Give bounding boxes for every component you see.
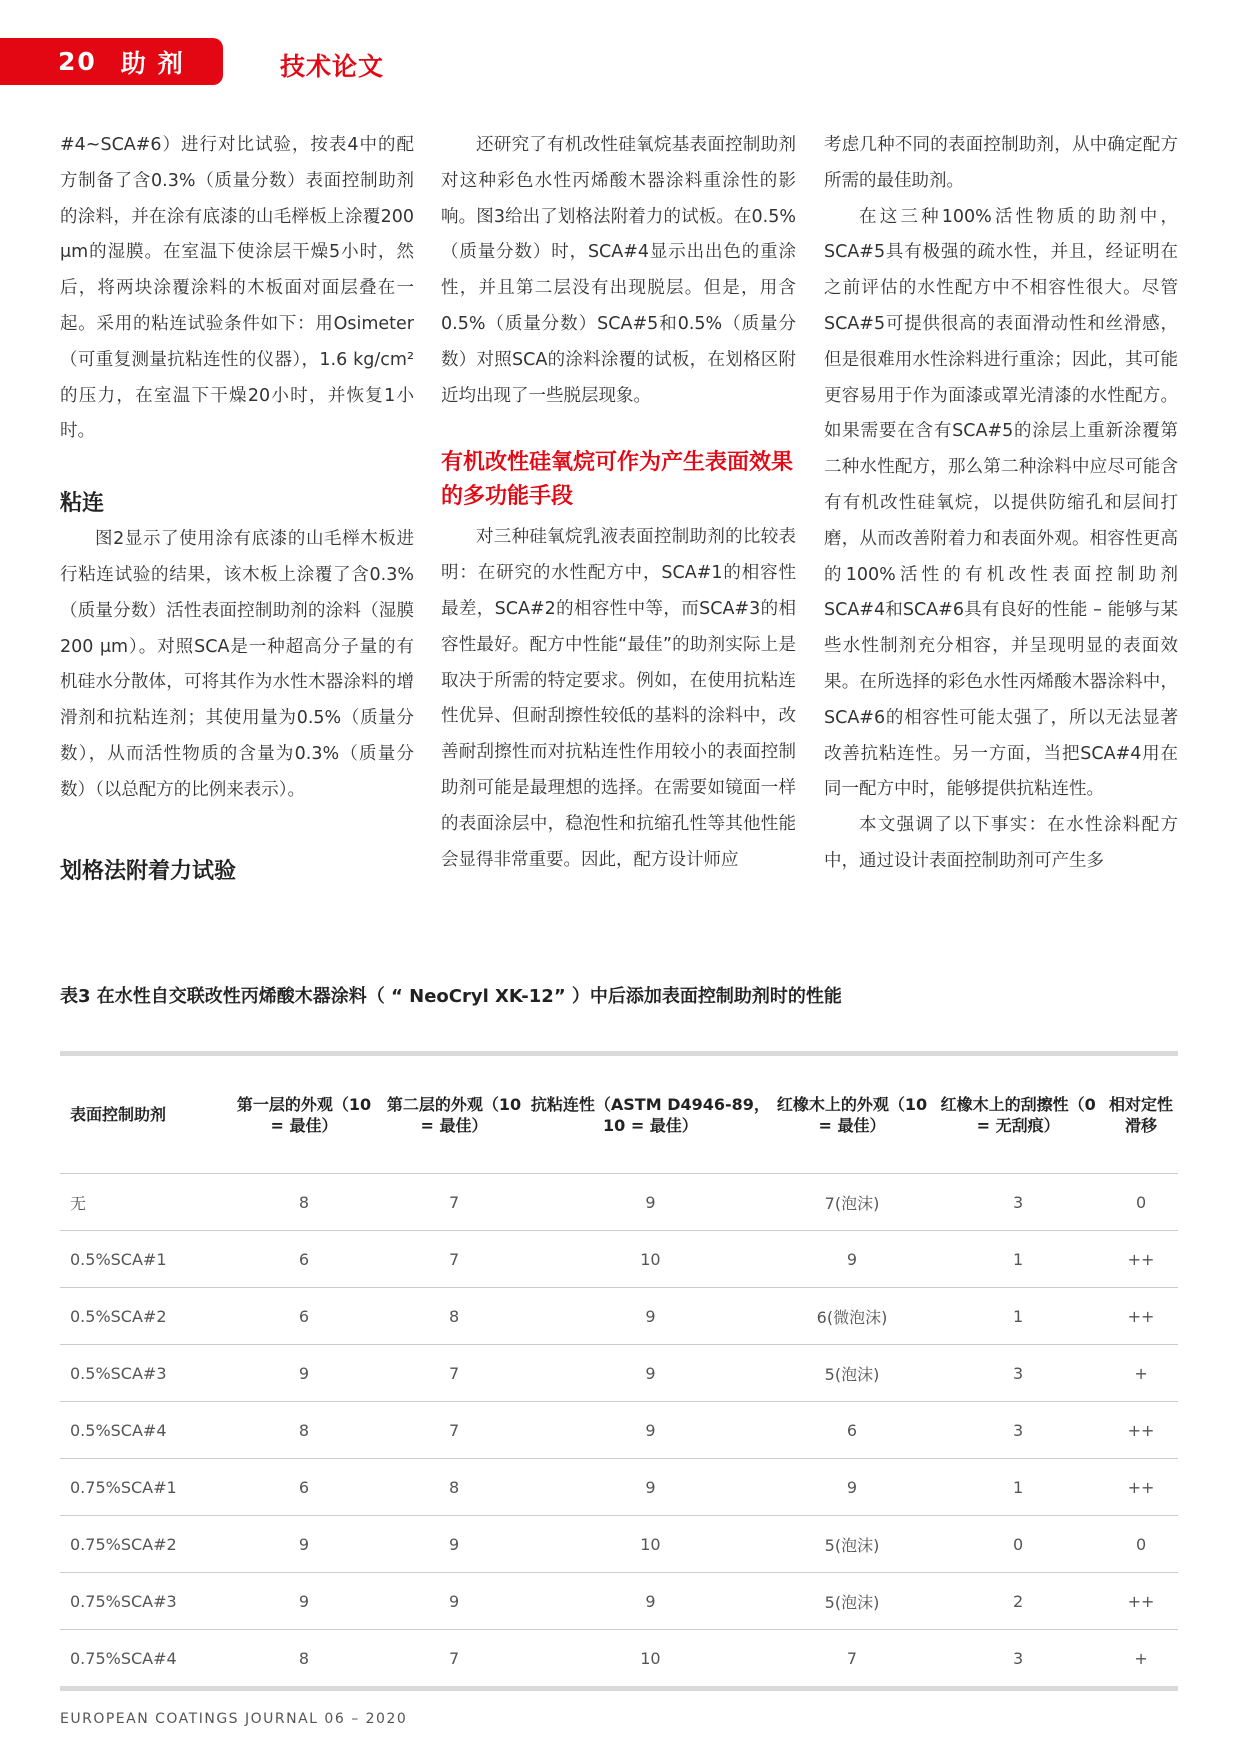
table-cell: 9: [529, 1288, 772, 1345]
section-label: 技术论文: [280, 52, 385, 81]
table-cell: 5(泡沫): [772, 1573, 932, 1630]
table-row: [60, 1573, 1178, 1630]
table-cell: ++: [1104, 1459, 1178, 1516]
table-cell: 0: [932, 1516, 1104, 1573]
table-cell: 7: [379, 1231, 529, 1288]
table-row: [60, 1459, 1178, 1516]
table-cell: 9: [229, 1516, 379, 1573]
table-header-row: [60, 1054, 1178, 1174]
heading-multifunctional: 有机改性硅氧烷可作为产生表面效果的多功能手段: [441, 450, 794, 510]
table-cell: 0.75%SCA#4: [60, 1630, 229, 1689]
table-cell: 3: [932, 1402, 1104, 1459]
table-cell: 无: [60, 1174, 229, 1231]
table-cell: 2: [932, 1573, 1104, 1630]
table-cell: ++: [1104, 1402, 1178, 1459]
table-cell: 10: [529, 1516, 772, 1573]
table-cell: 6: [229, 1231, 379, 1288]
table-cell: 9: [529, 1402, 772, 1459]
table-cell: 7: [379, 1402, 529, 1459]
table-cell: 9: [379, 1573, 529, 1630]
table-cell: 0.75%SCA#2: [60, 1516, 229, 1573]
table-cell: 7: [379, 1345, 529, 1402]
paragraph: 图2显示了使用涂有底漆的山毛榉木板进行粘连试验的结果，该木板上涂覆了含0.3%（质量分数）活性表面控制助剂的涂料（湿膜200 μm）。对照SCA是一种超高分子量的有机硅水分散体，可将其作为水性木器涂料的增滑剂和抗粘连剂；其使用量为0.5%（质量分数），从而活性物质的含量为0.3%（质量分数）（以总配方的比例来表示）。: [60, 529, 414, 800]
table-cell: 9: [229, 1573, 379, 1630]
table-row: [60, 1630, 1178, 1689]
table-row: [60, 1288, 1178, 1345]
table-cell: 6: [229, 1459, 379, 1516]
table-cell: 9: [529, 1345, 772, 1402]
table-cell: 8: [229, 1174, 379, 1231]
table-cell: 5(泡沫): [772, 1345, 932, 1402]
table-cell: +: [1104, 1630, 1178, 1689]
table-cell: 8: [379, 1459, 529, 1516]
table-cell: 9: [529, 1174, 772, 1231]
table-cell: 1: [932, 1231, 1104, 1288]
table-row: [60, 1174, 1178, 1231]
table-cell: 0.75%SCA#3: [60, 1573, 229, 1630]
column-header: 抗粘连性（ASTM D4946-89，10 = 最佳）: [530, 1094, 770, 1135]
table-cell: 9: [772, 1459, 932, 1516]
heading-blocking: 粘连: [60, 491, 105, 517]
table-caption: 表3 在水性自交联改性丙烯酸木器涂料（ “ NeoCryl XK-12” ）中后添加表面控制助剂时的性能: [60, 986, 842, 1007]
heading-cross-hatch: 划格法附着力试验: [60, 858, 237, 884]
data-table: [60, 1051, 1178, 1691]
table-cell: 10: [529, 1231, 772, 1288]
table-cell: 9: [772, 1231, 932, 1288]
table-row: [60, 1402, 1178, 1459]
table-cell: 6(微泡沫): [772, 1288, 932, 1345]
text-column-2: [441, 128, 796, 878]
table-cell: 0.5%SCA#4: [60, 1402, 229, 1459]
paragraph: 在这三种100%活性物质的助剂中，SCA#5具有极强的疏水性，并且，经证明在之前评估的水性配方中不相容性很大。尽管SCA#5可提供很高的表面滑动性和丝滑感，但是很难用水性涂料进行重涂；因此，其可能更容易用于作为面漆或罩光清漆的水性配方。如果需要在含有SCA#5的涂层上重新涂覆第二种水性配方，那么第二种涂料中应尽可能含有有机改性硅氧烷，以提供防缩孔和层间打磨，从而改善附着力和表面外观。相容性更高的100%活性的有机改性表面控制助剂SCA#4和SCA#6具有良好的性能 – 能够与某些水性制剂充分相容，并呈现明显的表面效果。在所选择的彩色水性丙烯酸木器涂料中，SCA#6的相容性可能太强了，所以无法显著改善抗粘连性。另一方面，当把SCA#4用在同一配方中时，能够提供抗粘连性。: [824, 206, 1178, 800]
table-cell: ++: [1104, 1231, 1178, 1288]
paragraph: #4~SCA#6）进行对比试验，按表4中的配方制备了含0.3%（质量分数）表面控制助剂的涂料，并在涂有底漆的山毛榉板上涂覆200 μm的湿膜。在室温下使涂层干燥5小时，然后，将两块涂覆涂料的木板面对面层叠在一起。采用的粘连试验条件如下：用Osimeter（可重复测量抗粘连性的仪器），1.6 kg/cm²的压力，在室温下干燥20小时，并恢复1小时。: [60, 135, 414, 442]
magazine-category: 助剂: [120, 48, 195, 78]
table-cell: 7: [379, 1174, 529, 1231]
column-header: 表面控制助剂: [70, 1105, 167, 1124]
table-cell: 5(泡沫): [772, 1516, 932, 1573]
column-header: 红橡木上的外观（10 = 最佳）: [776, 1094, 928, 1135]
text-column-1: [60, 128, 414, 890]
table-cell: 0.5%SCA#3: [60, 1345, 229, 1402]
table-cell: 10: [529, 1630, 772, 1689]
table-cell: 7: [772, 1630, 932, 1689]
header-tab: [0, 38, 223, 85]
table-cell: 8: [229, 1630, 379, 1689]
table-cell: 3: [932, 1630, 1104, 1689]
table-cell: 6: [229, 1288, 379, 1345]
table-cell: 0.5%SCA#2: [60, 1288, 229, 1345]
paragraph: 还研究了有机改性硅氧烷基表面控制助剂对这种彩色水性丙烯酸木器涂料重涂性的影响。图3给出了划格法附着力的试板。在0.5%（质量分数）时，SCA#4显示出出色的重涂性，并且第二层没有出现脱层。但是，用含0.5%（质量分数）SCA#5和0.5%（质量分数）对照SCA的涂料涂覆的试板，在划格区附近均出现了一些脱层现象。: [441, 135, 796, 406]
table-row: [60, 1345, 1178, 1402]
table-cell: 0.75%SCA#1: [60, 1459, 229, 1516]
table-cell: 0: [1104, 1174, 1178, 1231]
column-header: 第一层的外观（10 = 最佳）: [236, 1094, 372, 1135]
table-cell: 9: [379, 1516, 529, 1573]
column-header: 红橡木上的刮擦性（0 = 无刮痕）: [940, 1094, 1096, 1135]
table-row: [60, 1516, 1178, 1573]
table-cell: 7: [379, 1630, 529, 1689]
table-cell: 9: [529, 1459, 772, 1516]
table-cell: 8: [379, 1288, 529, 1345]
paragraph: 本文强调了以下事实：在水性涂料配方中，通过设计表面控制助剂可产生多: [824, 815, 1178, 871]
table-cell: 7(泡沫): [772, 1174, 932, 1231]
table-cell: 9: [229, 1345, 379, 1402]
table-cell: 3: [932, 1174, 1104, 1231]
text-column-3: [824, 128, 1178, 880]
table-cell: 9: [529, 1573, 772, 1630]
footer-journal: EUROPEAN COATINGS JOURNAL 06 – 2020: [60, 1711, 408, 1727]
column-header: 相对定性滑移: [1109, 1094, 1174, 1135]
table-row: [60, 1231, 1178, 1288]
table-cell: 0.5%SCA#1: [60, 1231, 229, 1288]
table-cell: 8: [229, 1402, 379, 1459]
table-cell: ++: [1104, 1573, 1178, 1630]
paragraph: 考虑几种不同的表面控制助剂，从中确定配方所需的最佳助剂。: [824, 135, 1178, 191]
table-cell: ++: [1104, 1288, 1178, 1345]
table-cell: 3: [932, 1345, 1104, 1402]
table-cell: +: [1104, 1345, 1178, 1402]
table-cell: 0: [1104, 1516, 1178, 1573]
table-cell: 1: [932, 1288, 1104, 1345]
table-cell: 6: [772, 1402, 932, 1459]
paragraph: 对三种硅氧烷乳液表面控制助剂的比较表明：在研究的水性配方中，SCA#1的相容性最差，SCA#2的相容性中等，而SCA#3的相容性最好。配方中性能“最佳”的助剂实际上是取决于所需的特定要求。例如，在使用抗粘连性优异、但耐刮擦性较低的基料的涂料中，改善耐刮擦性而对抗粘连性作用较小的表面控制助剂可能是最理想的选择。在需要如镜面一样的表面涂层中，稳泡性和抗缩孔性等其他性能会显得非常重要。因此，配方设计师应: [441, 527, 796, 870]
table-cell: 1: [932, 1459, 1104, 1516]
column-header: 第二层的外观（10 = 最佳）: [386, 1094, 522, 1135]
page-number: 20: [58, 47, 97, 76]
